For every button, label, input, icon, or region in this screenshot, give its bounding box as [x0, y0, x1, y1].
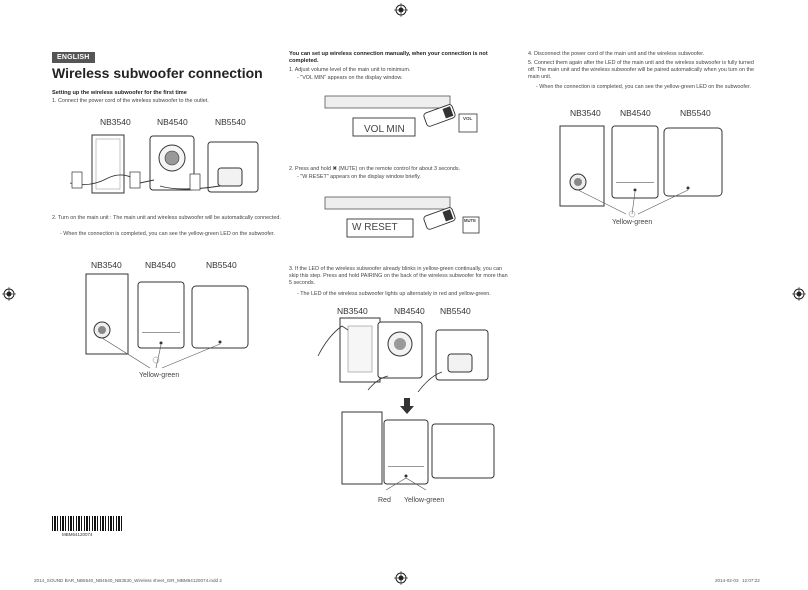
subwoofer-led-illustration: [560, 120, 730, 230]
pairing-led-illustration: [338, 410, 498, 495]
model-label: NB5540: [680, 108, 711, 118]
model-label: NB3540: [100, 117, 131, 127]
subwoofer-outlet-illustration: [70, 128, 270, 200]
registration-mark-bottom: [394, 571, 408, 585]
col1-step1: 1. Connect the power cord of the wireless subwoofer to the outlet.: [52, 98, 209, 104]
footer-filename: 2014_SOUND BAR_NB5540_NB4540_NB3530_Wireless sheet_ISR_MBM64120074.indd 2: [34, 578, 222, 583]
col2-step3: 3. If the LED of the wireless subwoofer already blinks in yellow-green continually, you can skip this step. Press and hold PAIRING on the back of the wireless subwoofer for more than 5 seconds.: [289, 266, 508, 287]
section-subtitle: Setting up the wireless subwoofer for the first time: [52, 90, 187, 96]
registration-mark-top: [394, 3, 408, 17]
col2-step2: 2. Press and hold ✖ (MUTE) on the remote control for about 3 seconds.: [289, 166, 461, 172]
barcode-number: MBM64120074: [62, 532, 93, 537]
col2-step2-note: - "W RESET" appears on the display window briefly.: [297, 174, 421, 180]
model-label: NB3540: [570, 108, 601, 118]
model-label: NB3540: [91, 260, 122, 270]
registration-mark-right: [792, 287, 806, 301]
barcode: [52, 516, 124, 531]
subwoofer-led-illustration: [80, 272, 260, 382]
model-label: NB4540: [394, 306, 425, 316]
page-title: Wireless subwoofer connection: [52, 65, 263, 81]
led-color-label: Red: [378, 497, 391, 504]
led-color-label: Yellow-green: [404, 497, 445, 504]
model-label: NB4540: [157, 117, 188, 127]
model-label: NB4540: [620, 108, 651, 118]
model-label: NB5540: [215, 117, 246, 127]
display-text: W RESET: [352, 222, 398, 233]
soundbar-reset-illustration: [325, 195, 485, 245]
col2-step1-note: - "VOL MIN" appears on the display window.: [297, 75, 403, 81]
model-label: NB4540: [145, 260, 176, 270]
col3-step4: 4. Disconnect the power cord of the main unit and the wireless subwoofer.: [528, 51, 705, 57]
display-text: VOL MIN: [364, 124, 405, 135]
col1-step2-note: - When the connection is completed, you can see the yellow-green LED on the subwoofer.: [60, 231, 275, 237]
led-color-label: Yellow-green: [139, 372, 180, 379]
col3-step5-note: - When the connection is completed, you can see the yellow-green LED on the subwoofer.: [536, 84, 751, 90]
led-color-label: Yellow-green: [612, 219, 653, 226]
language-badge: ENGLISH: [52, 52, 95, 63]
model-label: NB5540: [206, 260, 237, 270]
col2-step3-note: - The LED of the wireless subwoofer lights up alternately in red and yellow-green.: [297, 291, 491, 297]
col2-step1: 1. Adjust volume level of the main unit to minimum.: [289, 67, 411, 73]
manual-connection-intro: You can set up wireless connection manually, when your connection is not completed.: [289, 51, 488, 65]
registration-mark-left: [2, 287, 16, 301]
model-label: NB5540: [440, 306, 471, 316]
remote-key-label: VOL: [463, 116, 473, 121]
soundbar-display-illustration: [325, 94, 485, 149]
col3-step5: 5. Connect them again after the LED of the main unit and the wireless subwoofer is fully turned off. The main unit and the wireless subwoofer will be paired automatically when you turn on the main unit.: [528, 60, 755, 81]
remote-key-label: MUTE: [464, 218, 476, 223]
footer-timestamp: 2014-02-03 12:07:22: [715, 578, 760, 583]
model-label: NB3540: [337, 306, 368, 316]
pairing-button-illustration: [318, 316, 498, 396]
col1-step2: 2. Turn on the main unit : The main unit and wireless subwoofer will be automatically connected.: [52, 215, 281, 221]
